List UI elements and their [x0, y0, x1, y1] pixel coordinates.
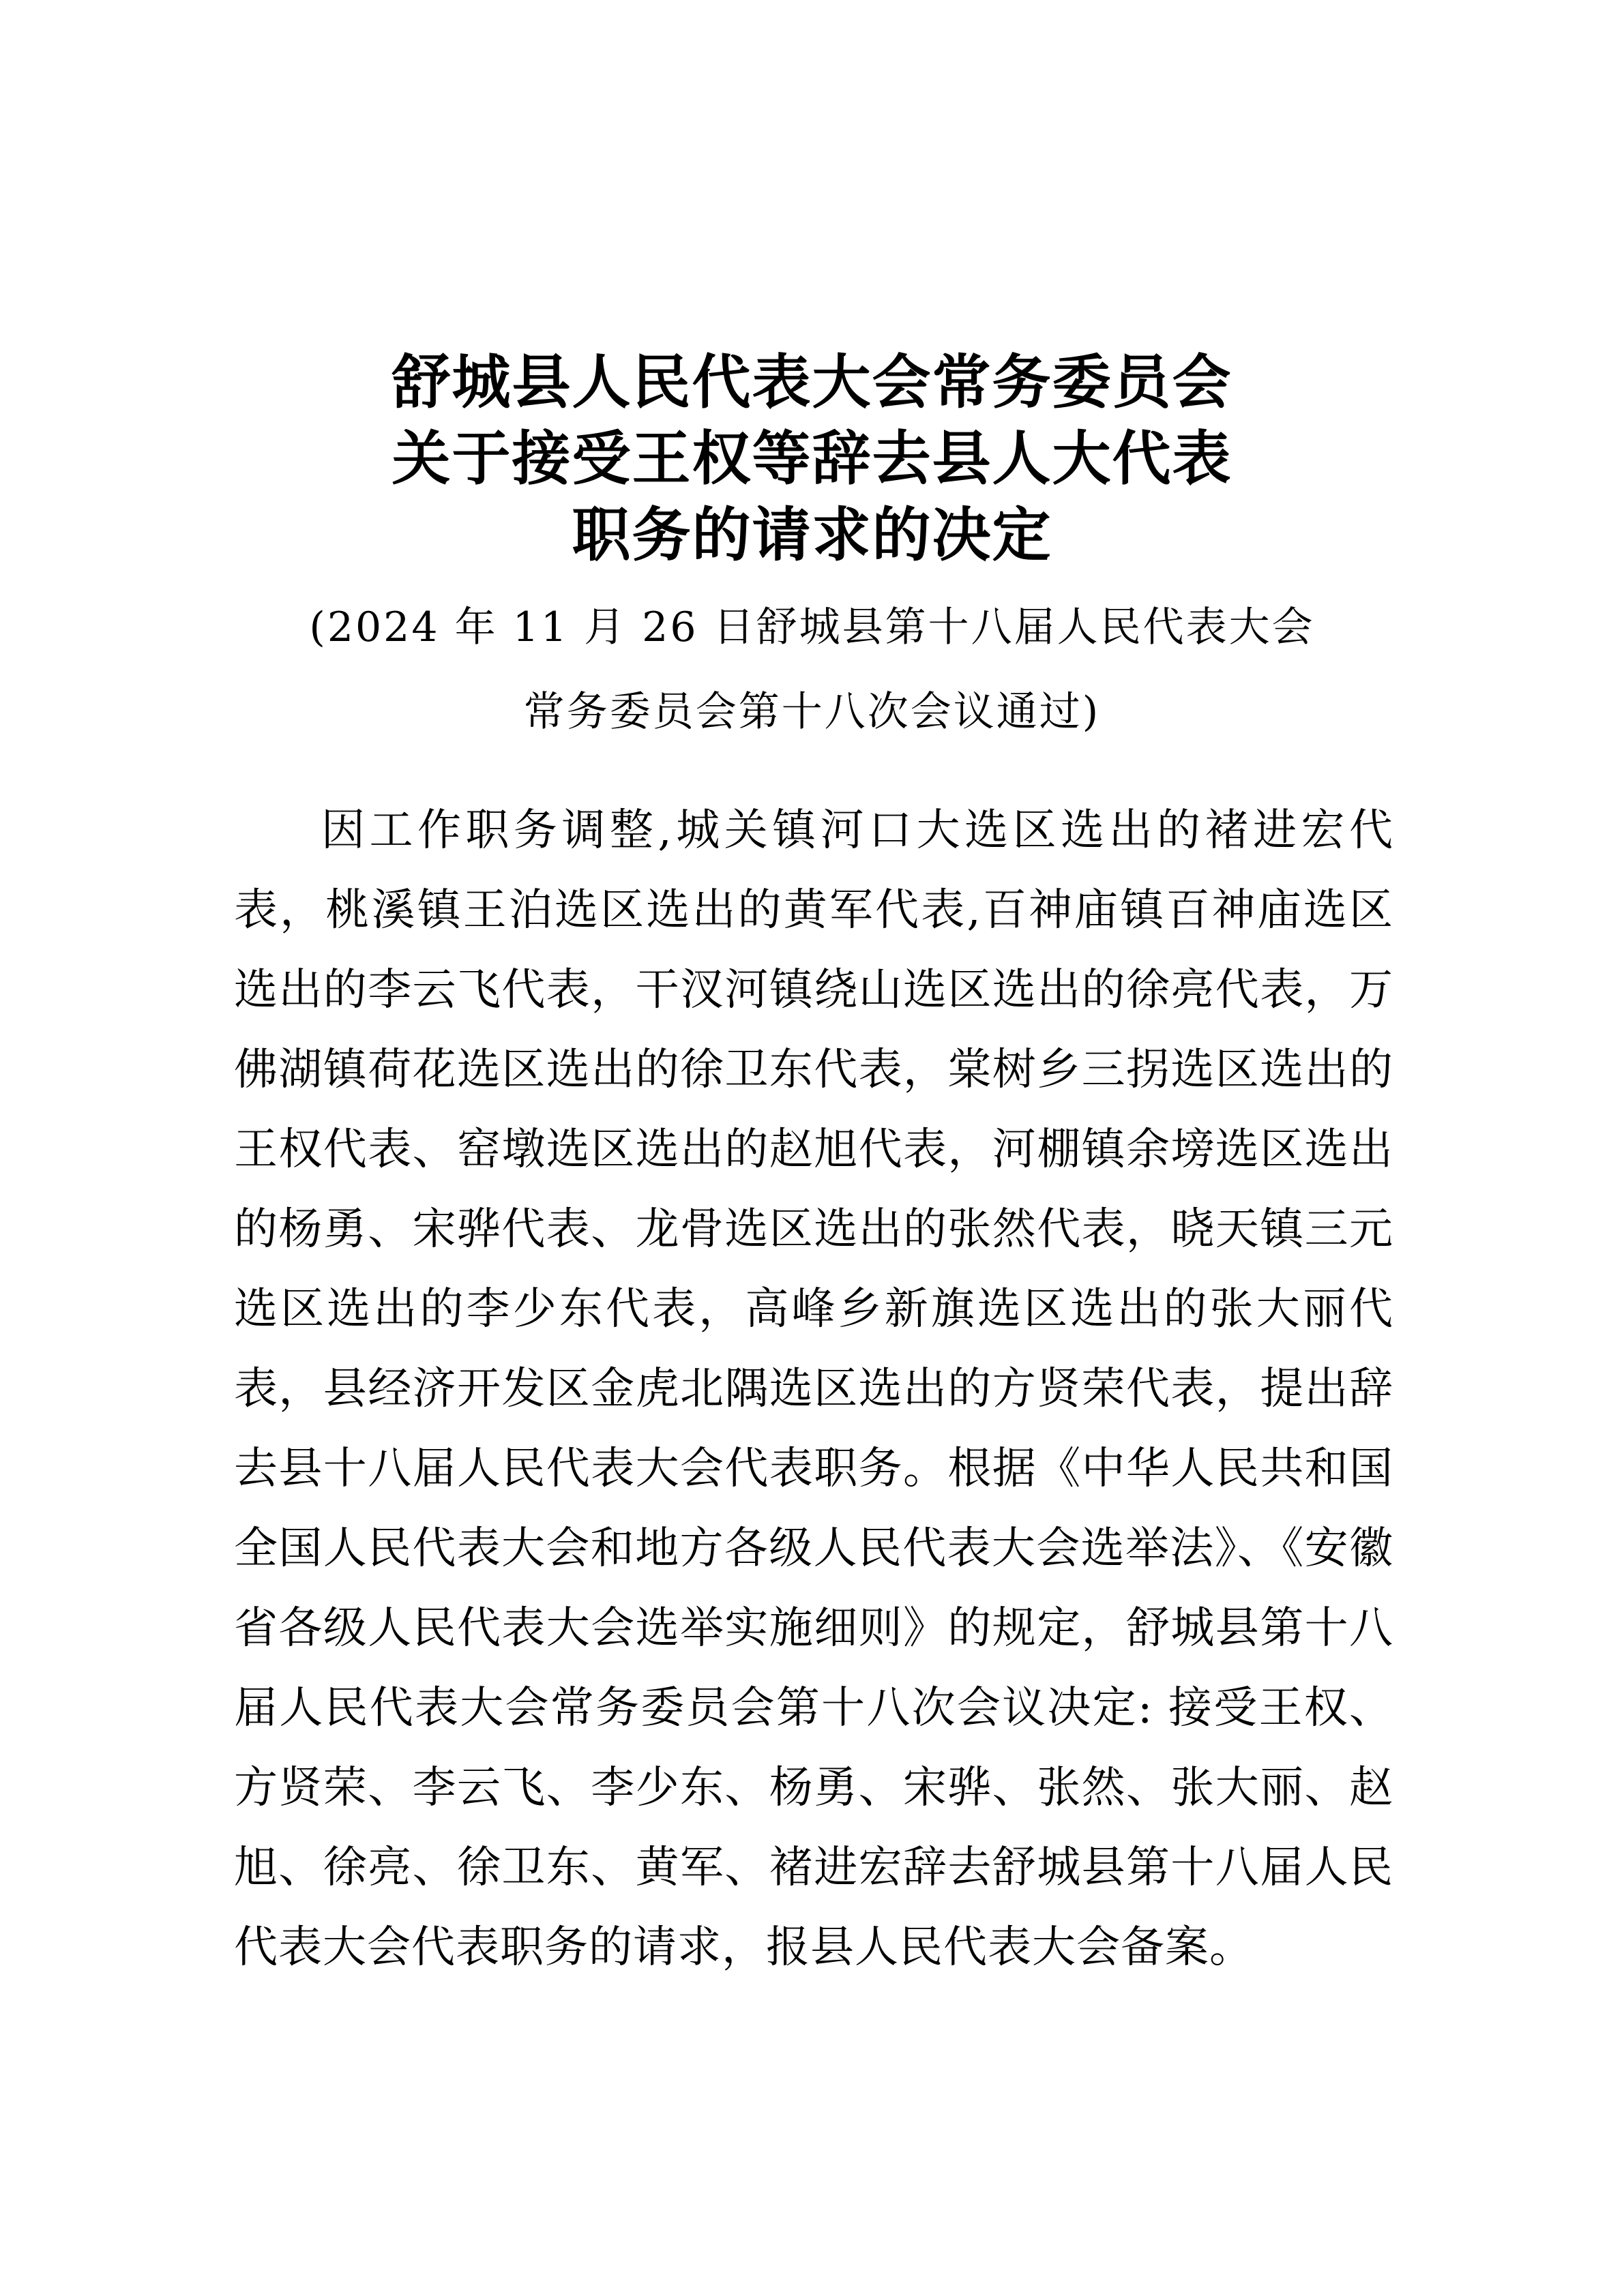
adoption-note: [205, 585, 1419, 754]
body-paragraph: 因工作职务调整,城关镇河口大选区选出的褚进宏代表，桃溪镇王泊选区选出的黄军代表,百神庙镇百神庙选区选出的李云飞代表，干汊河镇绕山选区选出的徐亮代表，万佛湖镇荷花选区选出的徐卫东代表，棠树乡三拐选区选出的王权代表、窑墩选区选出的赵旭代表，河棚镇余塝选区选出的杨勇、宋骅代表、龙骨选区选出的张然代表，晓天镇三元选区选出的李少东代表，高峰乡新旗选区选出的张大丽代表，县经济开发区金虎北隅选区选出的方贤荣代表，提出辞去县十八届人民代表大会代表职务。根据《中华人民共和国全国人民代表大会和地方各级人民代表大会选举法》、《安徽省各级人民代表大会选举实施细则》的规定，舒城县第十八届人民代表大会常务委员会第十八次会议决定: 接受王权、方贤荣、李云飞、李少东、杨勇、宋骅、张然、张大丽、赵旭、徐亮、徐卫东、黄军、褚进宏辞去舒城县第十八届人民代表大会代表职务的请求，报县人民代表大会备案。: [234, 805, 1393, 1973]
document-title: [205, 344, 1419, 573]
adoption-note-line-1: (2024 年 11 月 26 日舒城县第十八届人民代表大会: [309, 603, 1315, 651]
title-line-2: 关于接受王权等辞去县人大代表: [392, 425, 1232, 493]
title-line-3: 职务的请求的决定: [572, 501, 1052, 569]
title-line-1: 舒城县人民代表大会常务委员会: [392, 348, 1232, 417]
adoption-note-line-2: 常务委员会第十八次会议通过): [523, 688, 1101, 736]
